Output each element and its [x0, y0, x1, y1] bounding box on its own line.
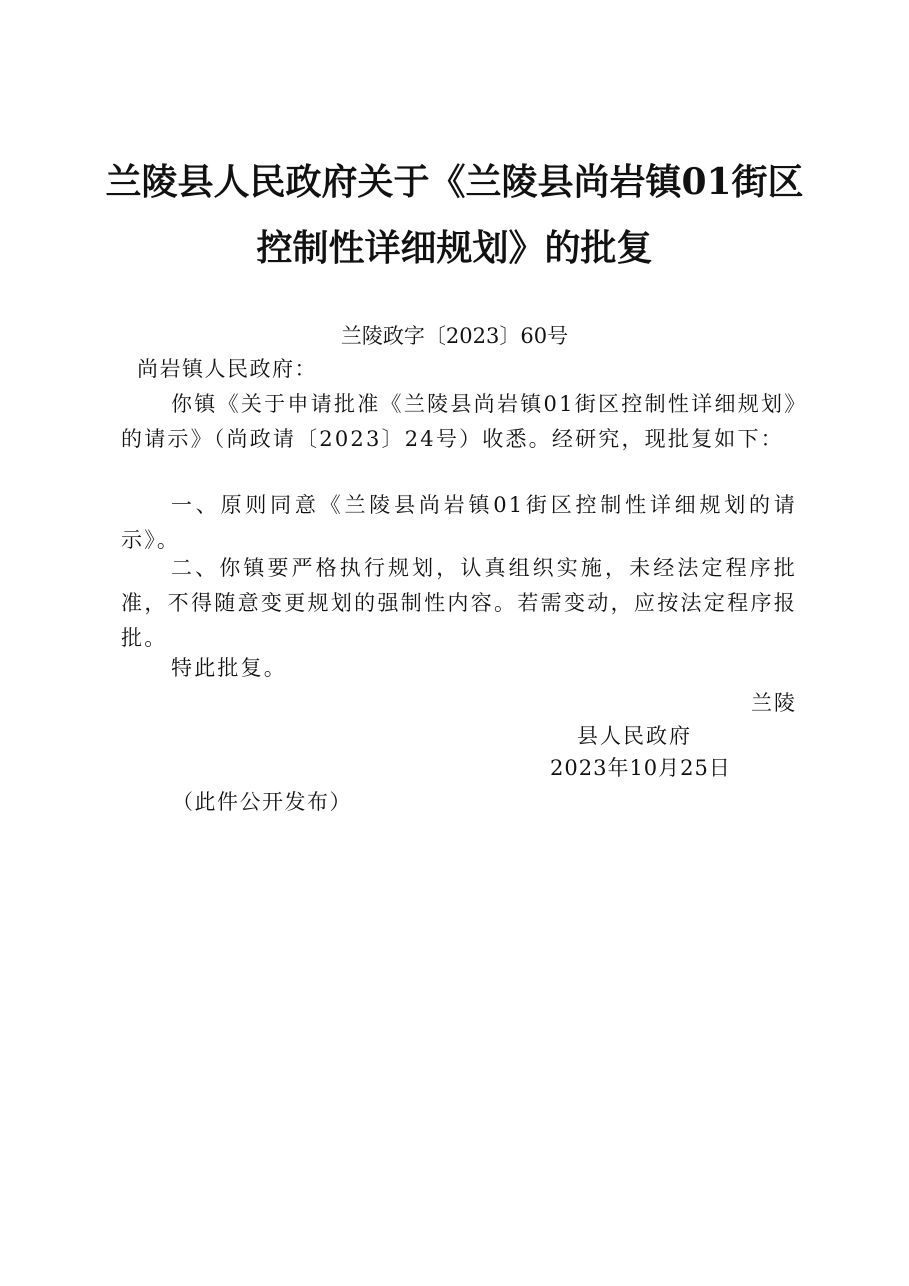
- document-title-line-2: 控制性详细规划》的批复: [256, 227, 653, 269]
- body-paragraph-4: 特此批复。: [171, 656, 287, 680]
- publish-note: （此件公开发布）: [172, 790, 352, 814]
- signature-line-2: 县人民政府: [577, 724, 692, 748]
- body-paragraph-3: 二、你镇要严格执行规划，认真组织实施，未经法定程序批准，不得随意变更规划的强制性内容。若需变动，应按法定程序报批。: [121, 556, 797, 650]
- signature-date: 2023年10月25日: [550, 756, 731, 780]
- body-paragraph-2: 一、原则同意《兰陵县尚岩镇01街区控制性详细规划的请示》。: [121, 493, 797, 552]
- signature-line-1: 兰陵: [751, 691, 797, 715]
- salutation: 尚岩镇人民政府：: [137, 357, 317, 381]
- document-number: 兰陵政字〔2023〕60号: [340, 324, 569, 348]
- document-title-line-1: 兰陵县人民政府关于《兰陵县尚岩镇01街区: [105, 161, 804, 203]
- body-paragraph-1: 你镇《关于申请批准《兰陵县尚岩镇01街区控制性详细规划》的请示》（尚政请〔2023〕24号）收悉。经研究，现批复如下：: [121, 392, 797, 451]
